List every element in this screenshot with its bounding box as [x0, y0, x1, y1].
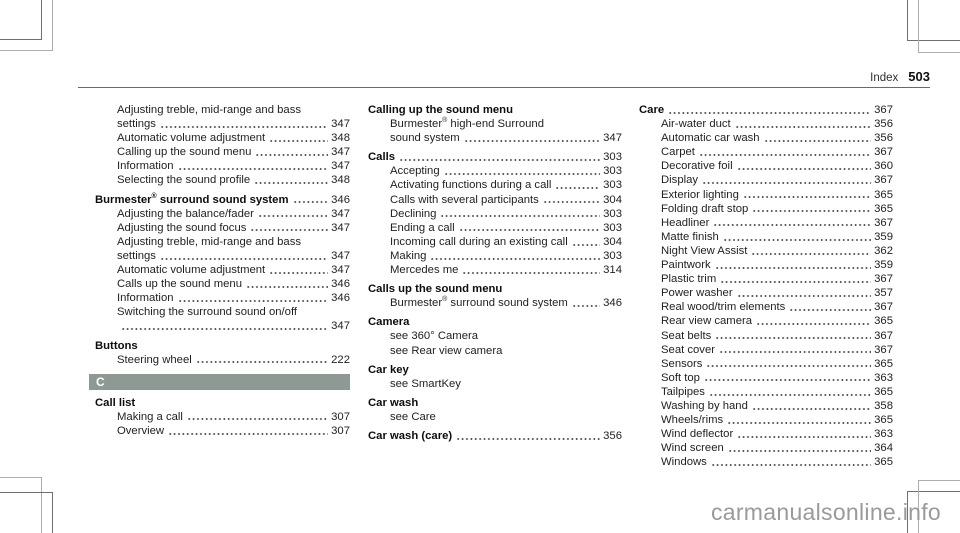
index-heading-row [368, 150, 622, 164]
entry-label: Calling up the sound menu [117, 146, 252, 159]
entry-page-number: 347 [331, 146, 350, 159]
dot-leader [728, 441, 871, 455]
entry-label: Seat cover [661, 343, 716, 356]
index-entry-row [368, 329, 622, 343]
entry-label: Overview [117, 424, 165, 437]
entry-label: Burmester® high-end Surround [390, 117, 544, 131]
index-heading-row [368, 315, 622, 329]
index-entry-row [368, 344, 622, 358]
entry-label: Switching the surround sound on/off [117, 306, 298, 319]
index-heading-row [368, 282, 622, 296]
dot-leader [709, 385, 871, 399]
dot-leader [723, 230, 871, 244]
index-entry-row [639, 159, 893, 173]
entry-page-number: 367 [874, 146, 893, 159]
dot-leader [735, 117, 871, 131]
dot-leader [699, 145, 871, 159]
section-divider-C: C [89, 374, 350, 390]
entry-label: Headliner [661, 216, 710, 229]
dot-leader [711, 455, 871, 469]
entry-label: Accepting [390, 165, 440, 178]
entry-label: Exterior lighting [661, 188, 739, 201]
entry-page-number: 346 [331, 278, 350, 291]
index-entry-row [95, 410, 350, 424]
entry-label: Folding draft stop [661, 202, 749, 215]
index-heading-row [639, 103, 893, 117]
dot-leader [752, 202, 871, 216]
index-entry-row [639, 258, 893, 272]
entry-label: Burmester® surround sound system [390, 296, 568, 310]
entry-page-number: 360 [874, 160, 893, 173]
entry-label: Washing by hand [661, 399, 748, 412]
entry-label: Car wash [368, 396, 419, 409]
entry-page-number: 357 [874, 287, 893, 300]
index-entry-row [639, 455, 893, 469]
entry-page-number: 365 [874, 456, 893, 469]
dot-leader [543, 193, 600, 207]
index-heading-row [368, 103, 622, 117]
dot-leader [121, 319, 328, 333]
index-entry-row [95, 145, 350, 159]
dot-leader [756, 314, 871, 328]
entry-label: Night View Assist [661, 244, 748, 257]
entry-page-number: 365 [874, 357, 893, 370]
entry-page-number: 347 [603, 132, 622, 145]
dot-leader [727, 413, 871, 427]
index-entry-row [95, 103, 350, 117]
entry-page-number: 307 [331, 410, 350, 423]
dot-leader [440, 207, 600, 221]
dot-leader [737, 286, 872, 300]
dot-leader [752, 399, 871, 413]
dot-leader [456, 429, 600, 443]
index-heading-row [95, 396, 350, 410]
index-entry-row [639, 300, 893, 314]
index-entry-row [368, 193, 622, 207]
entry-label: Paintwork [661, 259, 711, 272]
entry-page-number: 303 [603, 207, 622, 220]
index-entry-row [639, 399, 893, 413]
entry-page-number: 303 [603, 221, 622, 234]
index-heading-row [95, 193, 350, 207]
entry-label: Buttons [95, 339, 138, 352]
index-column-3 [639, 103, 893, 469]
index-entry-row [639, 244, 893, 258]
entry-label: see SmartKey [390, 377, 461, 390]
entry-label: Activating functions during a call [390, 179, 552, 192]
entry-page-number: 347 [331, 160, 350, 173]
entry-label: Calls [368, 151, 396, 164]
entry-label: Wind deflector [661, 428, 734, 441]
dot-leader [572, 296, 600, 310]
index-entry-row [368, 235, 622, 249]
registered-trademark: ® [442, 117, 448, 125]
entry-label: Calls with several participants [390, 193, 539, 206]
dot-leader [743, 188, 871, 202]
entry-page-number: 303 [603, 249, 622, 262]
entry-page-number: 359 [874, 230, 893, 243]
dot-leader [764, 131, 872, 145]
entry-label: Wheels/rims [661, 414, 724, 427]
entry-page-number: 367 [874, 343, 893, 356]
entry-page-number: 367 [874, 216, 893, 229]
entry-label: Ending a call [390, 221, 455, 234]
index-entry-row [368, 410, 622, 424]
dot-leader [444, 164, 601, 178]
dot-leader [269, 263, 328, 277]
entry-label: Burmester® surround sound system [95, 192, 289, 206]
entry-page-number: 356 [603, 429, 622, 442]
dot-leader [459, 221, 600, 235]
entry-page-number: 304 [603, 193, 622, 206]
index-entry-row [95, 159, 350, 173]
entry-label: Steering wheel [117, 353, 192, 366]
dot-leader [293, 193, 329, 207]
registered-trademark: ® [151, 192, 157, 200]
entry-page-number: 307 [331, 424, 350, 437]
index-entry-row [368, 296, 622, 310]
entry-label: Call list [95, 396, 136, 409]
index-entry-row [368, 221, 622, 235]
entry-label: Automatic car wash [661, 132, 760, 145]
index-entry-row [95, 235, 350, 249]
dot-leader [178, 291, 329, 305]
dot-leader [706, 357, 871, 371]
entry-label: Decorative foil [661, 160, 733, 173]
entry-label: Tailpipes [661, 385, 705, 398]
entry-label: Plastic trim [661, 273, 717, 286]
entry-label: Wind screen [661, 442, 724, 455]
entry-label: Adjusting treble, mid-range and bass [117, 104, 301, 116]
dot-leader [668, 103, 871, 117]
index-entry-row [639, 230, 893, 244]
dot-leader [430, 249, 600, 263]
entry-page-number: 347 [331, 221, 350, 234]
entry-label: Automatic volume adjustment [117, 132, 266, 145]
index-entry-row [95, 221, 350, 235]
entry-label: Soft top [661, 371, 700, 384]
entry-label: Mercedes me [390, 264, 459, 277]
crop-mark-top-right-outer [918, 0, 960, 53]
entry-page-number: 348 [331, 174, 350, 187]
entry-label: Carpet [661, 146, 695, 159]
entry-page-number: 367 [874, 174, 893, 187]
dot-leader [178, 159, 329, 173]
index-column-1 [95, 103, 350, 438]
index-entry-row [368, 117, 622, 131]
index-entry-row [639, 441, 893, 455]
dot-leader [715, 329, 871, 343]
dot-leader [258, 207, 328, 221]
dot-leader [269, 131, 328, 145]
index-entry-row [95, 207, 350, 221]
index-entry-row [639, 117, 893, 131]
entry-label: see Rear view camera [390, 344, 503, 357]
entry-label: Power washer [661, 287, 733, 300]
entry-page-number: 348 [331, 132, 350, 145]
entry-page-number: 367 [874, 273, 893, 286]
entry-label: Calls up the sound menu [368, 283, 503, 296]
index-heading-row [368, 429, 622, 443]
entry-label: Adjusting the balance/fader [117, 207, 254, 220]
entry-label: see Care [390, 410, 436, 423]
entry-label: Adjusting the sound focus [117, 221, 247, 234]
entry-page-number: 303 [603, 151, 622, 164]
entry-label: Car key [368, 363, 409, 376]
entry-label: Real wood/trim elements [661, 301, 786, 314]
watermark: carmanualsonline.info [710, 499, 941, 525]
entry-page-number: 356 [874, 118, 893, 131]
dot-leader [751, 244, 871, 258]
index-entry-row [95, 173, 350, 187]
entry-label: Air-water duct [661, 118, 731, 131]
index-entry-row [368, 249, 622, 263]
entry-label: Care [639, 104, 665, 116]
entry-page-number: 347 [331, 320, 350, 333]
dot-leader [704, 371, 871, 385]
index-entry-row [95, 277, 350, 291]
entry-label: Windows [661, 456, 707, 469]
index-entry-row [95, 263, 350, 277]
entry-label: settings [117, 249, 156, 262]
index-entry-row [368, 377, 622, 391]
index-entry-row [639, 286, 893, 300]
entry-label: Making a call [117, 410, 183, 423]
header-page-number: 503 [908, 69, 930, 84]
dot-leader [702, 173, 871, 187]
dot-leader [715, 258, 872, 272]
index-entry-row [639, 371, 893, 385]
entry-label: Rear view camera [661, 315, 753, 328]
index-entry-row [639, 343, 893, 357]
crop-mark-top-left-outer [0, 0, 53, 51]
index-column-2 [368, 103, 622, 443]
entry-label: Selecting the sound profile [117, 174, 251, 187]
index-entry-row [639, 427, 893, 441]
entry-page-number: 346 [331, 292, 350, 305]
entry-label: Adjusting treble, mid-range and bass [117, 235, 301, 248]
entry-page-number: 363 [874, 428, 893, 441]
index-entry-row [639, 314, 893, 328]
index-heading-row [368, 363, 622, 377]
entry-page-number: 358 [874, 399, 893, 412]
index-entry-row [639, 145, 893, 159]
header-section-label: Index [870, 72, 899, 84]
dot-leader [160, 117, 328, 131]
entry-page-number: 365 [874, 202, 893, 215]
dot-leader [555, 178, 600, 192]
index-entry-row [639, 413, 893, 427]
index-entry-row [95, 117, 350, 131]
dot-leader [737, 159, 872, 173]
entry-label: settings [117, 118, 156, 131]
entry-label: Camera [368, 316, 410, 329]
index-entry-row [95, 249, 350, 263]
entry-page-number: 347 [331, 264, 350, 277]
entry-page-number: 347 [331, 118, 350, 131]
index-entry-row [95, 305, 350, 319]
dot-leader [250, 221, 328, 235]
index-entry-row [639, 357, 893, 371]
entry-page-number: 314 [603, 264, 622, 277]
registered-trademark: ® [442, 296, 448, 304]
index-entry-row [639, 202, 893, 216]
index-entry-row [639, 216, 893, 230]
dot-leader [246, 277, 328, 291]
dot-leader [462, 263, 600, 277]
dot-leader [713, 216, 871, 230]
entry-label: Display [661, 174, 699, 187]
entry-label: Information [117, 160, 174, 173]
entry-label: Incoming call during an existing call [390, 235, 568, 248]
index-heading-row [368, 396, 622, 410]
entry-label: sound system [390, 132, 460, 145]
entry-label: Automatic volume adjustment [117, 264, 266, 277]
index-entry-row [639, 131, 893, 145]
dot-leader [464, 131, 600, 145]
dot-leader [196, 353, 328, 367]
entry-page-number: 364 [874, 442, 893, 455]
index-entry-row [368, 131, 622, 145]
entry-label: Sensors [661, 357, 703, 370]
index-entry-row [95, 291, 350, 305]
entry-page-number: 356 [874, 132, 893, 145]
entry-label: see 360° Camera [390, 330, 479, 343]
page-header [870, 69, 930, 84]
entry-page-number: 367 [874, 329, 893, 342]
dot-leader [789, 300, 871, 314]
dot-leader [399, 150, 600, 164]
entry-label: Seat belts [661, 329, 712, 342]
index-entry-row [95, 353, 350, 367]
entry-page-number: 367 [874, 104, 893, 116]
entry-label: Calls up the sound menu [117, 278, 242, 291]
entry-label: Information [117, 292, 174, 305]
entry-page-number: 365 [874, 414, 893, 427]
dot-leader [255, 145, 328, 159]
dot-leader [737, 427, 871, 441]
entry-label: Declining [390, 207, 437, 220]
dot-leader [719, 343, 871, 357]
entry-page-number: 303 [603, 165, 622, 178]
entry-page-number: 363 [874, 371, 893, 384]
entry-label: Car wash (care) [368, 429, 453, 442]
entry-page-number: 365 [874, 385, 893, 398]
index-entry-row [639, 329, 893, 343]
index-entry-row [95, 131, 350, 145]
entry-page-number: 304 [603, 235, 622, 248]
index-entry-row [639, 385, 893, 399]
entry-page-number: 365 [874, 188, 893, 201]
index-entry-row [95, 424, 350, 438]
index-entry-row [639, 173, 893, 187]
dot-leader [160, 249, 328, 263]
index-entry-row [368, 164, 622, 178]
index-entry-row [639, 188, 893, 202]
dot-leader [572, 235, 600, 249]
dot-leader [187, 410, 328, 424]
index-entry-row [95, 319, 350, 333]
index-entry-row [368, 207, 622, 221]
entry-page-number: 367 [874, 301, 893, 314]
index-entry-row [368, 178, 622, 192]
dot-leader [254, 173, 328, 187]
dot-leader [720, 272, 871, 286]
entry-page-number: 359 [874, 259, 893, 272]
index-entry-row [368, 263, 622, 277]
entry-label: Calling up the sound menu [368, 104, 513, 116]
entry-label: Making [390, 249, 427, 262]
crop-mark-bottom-left [0, 492, 53, 533]
entry-page-number: 346 [603, 297, 622, 310]
entry-page-number: 303 [603, 179, 622, 192]
header-rule [78, 87, 930, 88]
entry-page-number: 222 [331, 353, 350, 366]
entry-page-number: 362 [874, 244, 893, 257]
entry-page-number: 365 [874, 315, 893, 328]
entry-label: Matte finish [661, 230, 719, 243]
entry-page-number: 347 [331, 207, 350, 220]
index-entry-row [639, 272, 893, 286]
dot-leader [168, 424, 328, 438]
entry-page-number: 346 [331, 193, 350, 206]
index-heading-row [95, 339, 350, 353]
entry-page-number: 347 [331, 249, 350, 262]
